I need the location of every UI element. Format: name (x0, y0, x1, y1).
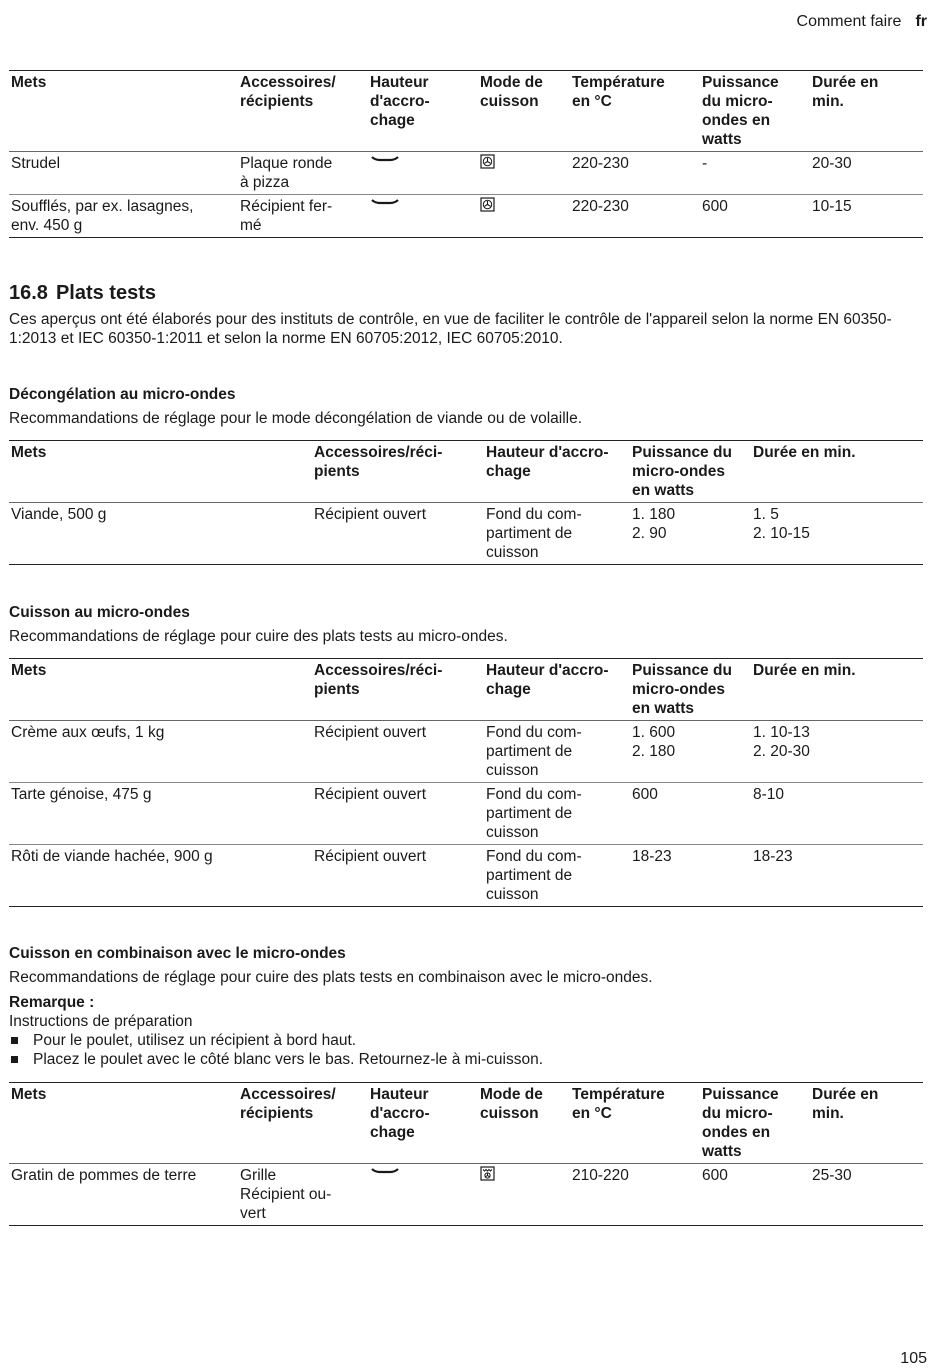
cell-accessoires: Récipient fer- mé (240, 198, 333, 234)
col-header-accessoires: Accessoires/réci- pients (314, 444, 443, 480)
table-row (9, 1164, 923, 1226)
cell-puissance: 600 (702, 1167, 728, 1184)
cell-mode (478, 152, 570, 195)
table-row (9, 845, 923, 907)
col-header-mets: Mets (11, 1086, 47, 1103)
cell-hauteur (368, 195, 478, 238)
col-header-hauteur: Hauteur d'accro- chage (370, 74, 430, 129)
cuisson-micro-ondes-text: Recommandations de réglage pour cuire des plats tests au micro-ondes. (9, 628, 508, 645)
section-heading (9, 281, 156, 305)
cell-duree: 25-30 (812, 1167, 852, 1184)
fan-heat-icon (480, 154, 495, 169)
col-header-puissance: Puissance du micro-ondes en watts (632, 662, 732, 717)
table-decongelation (9, 440, 923, 565)
table-row (9, 721, 923, 783)
subheading-combinaison: Cuisson en combinaison avec le micro-ondes (9, 945, 346, 962)
col-header-temperature: Température en °C (572, 1086, 665, 1122)
col-header-duree: Durée en min. (812, 74, 879, 110)
cell-puissance: 1. 180 2. 90 (632, 506, 676, 542)
cell-accessoires: Récipient ouvert (314, 724, 427, 741)
cell-accessoires: Récipient ouvert (314, 506, 427, 523)
cell-hauteur: Fond du com- partiment de cuisson (486, 724, 582, 779)
cell-accessoires: Plaque ronde à pizza (240, 155, 333, 191)
section-intro: Ces aperçus ont été élaborés pour des instituts de contrôle, en vue de faciliter le contrôle de l'appareil selon la norme EN 60350-1:2013 et IEC 60350-1:2011 et selon la norme EN 60705:2012, IEC 60705:2010. (9, 311, 892, 347)
combinaison-text: Recommandations de réglage pour cuire des plats tests en combinaison avec le micro-ondes. (9, 969, 653, 986)
table-row (9, 152, 923, 195)
col-header-accessoires: Accessoires/ récipients (240, 1086, 336, 1122)
cell-duree: 18-23 (753, 848, 793, 865)
grill-fan-icon (480, 1166, 495, 1181)
table-row (9, 503, 923, 565)
table-combinaison (9, 1082, 923, 1226)
col-header-hauteur: Hauteur d'accro- chage (486, 444, 609, 480)
cell-puissance: 1. 600 2. 180 (632, 724, 676, 760)
cell-hauteur: Fond du com- partiment de cuisson (486, 506, 582, 561)
subheading-cuisson-micro-ondes: Cuisson au micro-ondes (9, 604, 190, 621)
remark-text: Instructions de préparation (9, 1013, 193, 1030)
cell-duree: 1. 5 2. 10-15 (753, 506, 810, 542)
table-header-row (9, 71, 923, 152)
cell-mode (478, 1164, 570, 1226)
shelf-level-1-icon (370, 197, 400, 209)
subheading-decongelation: Décongélation au micro-ondes (9, 386, 236, 403)
col-header-puissance: Puissance du micro-ondes en watts (632, 444, 732, 499)
col-header-hauteur: Hauteur d'accro- chage (370, 1086, 430, 1141)
cell-puissance: - (702, 155, 708, 172)
cell-temperature: 210-220 (572, 1167, 629, 1184)
cell-mode (478, 195, 570, 238)
cell-accessoires: Récipient ouvert (314, 786, 427, 803)
col-header-duree: Durée en min. (753, 662, 856, 679)
col-header-puissance: Puissance du micro- ondes en watts (702, 74, 779, 148)
cell-mets: Tarte génoise, 475 g (11, 786, 152, 803)
decongelation-text: Recommandations de réglage pour le mode décongélation de viande ou de volaille. (9, 410, 583, 427)
cell-duree: 20-30 (812, 155, 852, 172)
cell-duree: 1. 10-13 2. 20-30 (753, 724, 810, 760)
col-header-mode: Mode de cuisson (480, 1086, 543, 1122)
list-item: Pour le poulet, utilisez un récipient à bord haut. (9, 1031, 543, 1050)
cell-hauteur (368, 1164, 478, 1226)
table-header-row (9, 441, 923, 503)
cell-temperature: 220-230 (572, 198, 629, 215)
cell-mets: Soufflés, par ex. lasagnes, env. 450 g (11, 198, 194, 234)
col-header-puissance: Puissance du micro- ondes en watts (702, 1086, 779, 1160)
cell-mets: Rôti de viande hachée, 900 g (11, 848, 213, 865)
cell-accessoires: Récipient ouvert (314, 848, 427, 865)
page-number: 105 (900, 1350, 927, 1367)
cell-duree: 10-15 (812, 198, 852, 215)
cell-puissance: 600 (702, 198, 728, 215)
page-header (797, 12, 927, 31)
col-header-duree: Durée en min. (812, 1086, 879, 1122)
table-hot-air-combo (9, 70, 923, 238)
col-header-mode: Mode de cuisson (480, 74, 543, 110)
section-title: Plats tests (55, 282, 156, 304)
col-header-temperature: Température en °C (572, 74, 665, 110)
table-header-row (9, 659, 923, 721)
table-header-row (9, 1083, 923, 1164)
col-header-accessoires: Accessoires/ récipients (240, 74, 336, 110)
shelf-level-1-icon (370, 154, 400, 166)
cell-hauteur: Fond du com- partiment de cuisson (486, 786, 582, 841)
col-header-hauteur: Hauteur d'accro- chage (486, 662, 609, 698)
section-number: 16.8 (9, 282, 48, 304)
remark-label: Remarque : (9, 994, 95, 1011)
fan-heat-icon (480, 197, 495, 212)
cell-accessoires: Grille Récipient ou- vert (240, 1167, 332, 1222)
col-header-duree: Durée en min. (753, 444, 856, 461)
cell-puissance: 18-23 (632, 848, 672, 865)
header-language: fr (915, 13, 927, 30)
cell-temperature: 220-230 (572, 155, 629, 172)
cell-mets: Strudel (11, 155, 61, 172)
cell-hauteur: Fond du com- partiment de cuisson (486, 848, 582, 903)
table-row (9, 783, 923, 845)
table-cuisson-micro-ondes (9, 658, 923, 907)
cell-mets: Viande, 500 g (11, 506, 107, 523)
col-header-accessoires: Accessoires/réci- pients (314, 662, 443, 698)
table-row (9, 195, 923, 238)
shelf-level-1-icon (370, 1166, 400, 1178)
col-header-mets: Mets (11, 74, 47, 91)
col-header-mets: Mets (11, 662, 47, 679)
cell-mets: Crème aux œufs, 1 kg (11, 724, 165, 741)
header-section-title: Comment faire (796, 13, 902, 30)
cell-puissance: 600 (632, 786, 658, 803)
cell-duree: 8-10 (753, 786, 785, 803)
cell-mets: Gratin de pommes de terre (11, 1167, 197, 1184)
cell-hauteur (368, 152, 478, 195)
remark-bullet-list (9, 1031, 543, 1069)
list-item: Placez le poulet avec le côté blanc vers le bas. Retournez-le à mi-cuisson. (9, 1050, 543, 1069)
col-header-mets: Mets (11, 444, 47, 461)
